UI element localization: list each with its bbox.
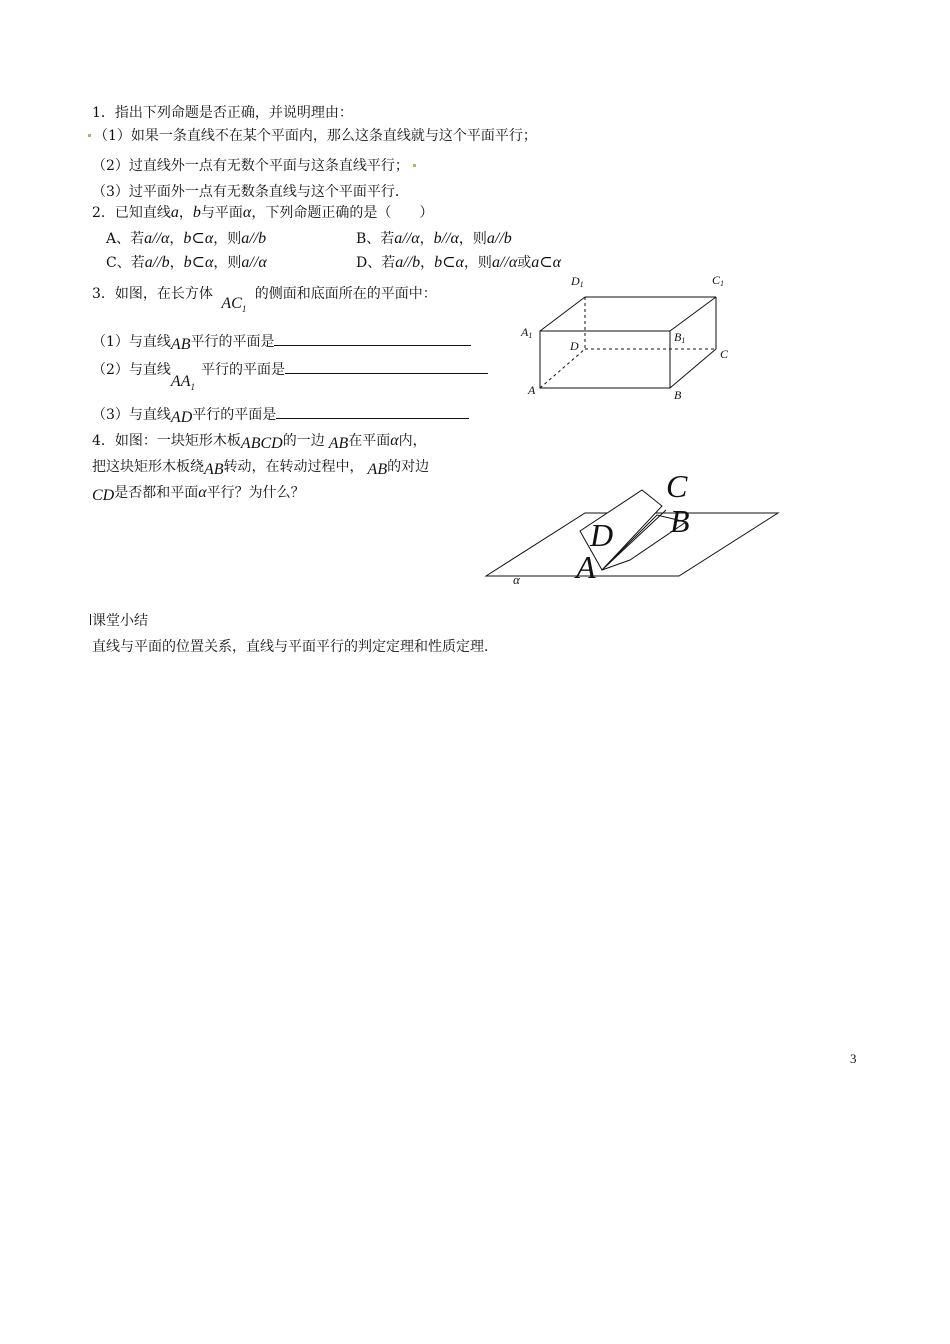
q2-option-c: C、若a//b，b⊂α，则a//α <box>106 254 267 271</box>
point-b: B <box>670 503 690 539</box>
edge-a1d1 <box>540 297 585 331</box>
rotating-board-figure <box>480 470 785 590</box>
q3-item-3: （3）与直线AD平行的平面是 <box>92 404 469 424</box>
q2-option-b: B、若a//α，b//α，则a//b <box>356 230 512 247</box>
front-face <box>540 331 670 388</box>
answer-blank-3[interactable] <box>276 404 469 419</box>
q1-item-2: （2）过直线外一点有无数个平面与这条直线平行； <box>92 157 419 175</box>
vertex-a: A <box>528 383 536 397</box>
cursor-mark <box>90 614 91 625</box>
line-aa1: $AA_1$ <box>170 373 195 393</box>
q1-title: 1．指出下列命题是否正确，并说明理由： <box>92 105 353 121</box>
page-number: 3 <box>850 1051 857 1066</box>
cuboid-figure <box>515 270 740 405</box>
q1-item-1: （1）如果一条直线不在某个平面内，那么这条直线就与这个平面平行； <box>88 127 537 145</box>
summary-body: 直线与平面的位置关系，直线与平面平行的判定定理和性质定理． <box>92 639 498 655</box>
vertex-b: B <box>674 388 682 402</box>
q2-title: 2．已知直线a，b与平面α，下列命题正确的是（ ） <box>92 204 434 221</box>
marker-dot <box>413 164 416 167</box>
summary-title: 课堂小结 <box>92 613 148 629</box>
answer-blank-2[interactable] <box>285 359 488 374</box>
vertex-a1: A1 <box>521 325 533 340</box>
answer-blank-1[interactable] <box>274 331 471 346</box>
edge-b1c1 <box>670 297 716 331</box>
q2-option-d: D、若a//b，b⊂α，则a//α或a⊂α <box>356 254 562 271</box>
vertex-b1: B1 <box>674 330 686 345</box>
vertex-d: D <box>570 339 579 353</box>
q3-item-1: （1）与直线AB平行的平面是 <box>92 331 471 351</box>
cuboid-name: $AC_1$ <box>221 295 247 315</box>
plane-label-alpha: α <box>513 572 520 587</box>
point-a: A <box>576 549 596 585</box>
q4-line-3: CD是否都和平面α平行？为什么？ <box>92 484 305 504</box>
point-d: D <box>590 517 614 553</box>
edge-bc <box>670 349 716 388</box>
q3-title: 3．如图，在长方体 $AC_1$ 的侧面和底面所在的平面中： <box>92 286 437 315</box>
q1-item-3: （3）过平面外一点有无数条直线与这个平面平行． <box>92 184 409 200</box>
edge-ad-hidden <box>540 349 585 388</box>
marker-dot <box>88 134 91 137</box>
vertex-c1: C1 <box>712 273 725 288</box>
vertex-c: C <box>720 347 729 361</box>
q4-line-2: 把这块矩形木板绕AB转动，在转动过程中， AB的对边 <box>92 459 430 478</box>
vertex-d1: D1 <box>571 274 584 289</box>
point-c: C <box>666 470 688 504</box>
q2-option-a: A、若a//α，b⊂α，则a//b <box>106 230 267 247</box>
q3-item-2: （2）与直线$AA_1$平行的平面是 <box>92 359 488 384</box>
q4-line-1: 4．如图：一块矩形木板ABCD的一边 AB在平面α内， <box>92 432 427 452</box>
